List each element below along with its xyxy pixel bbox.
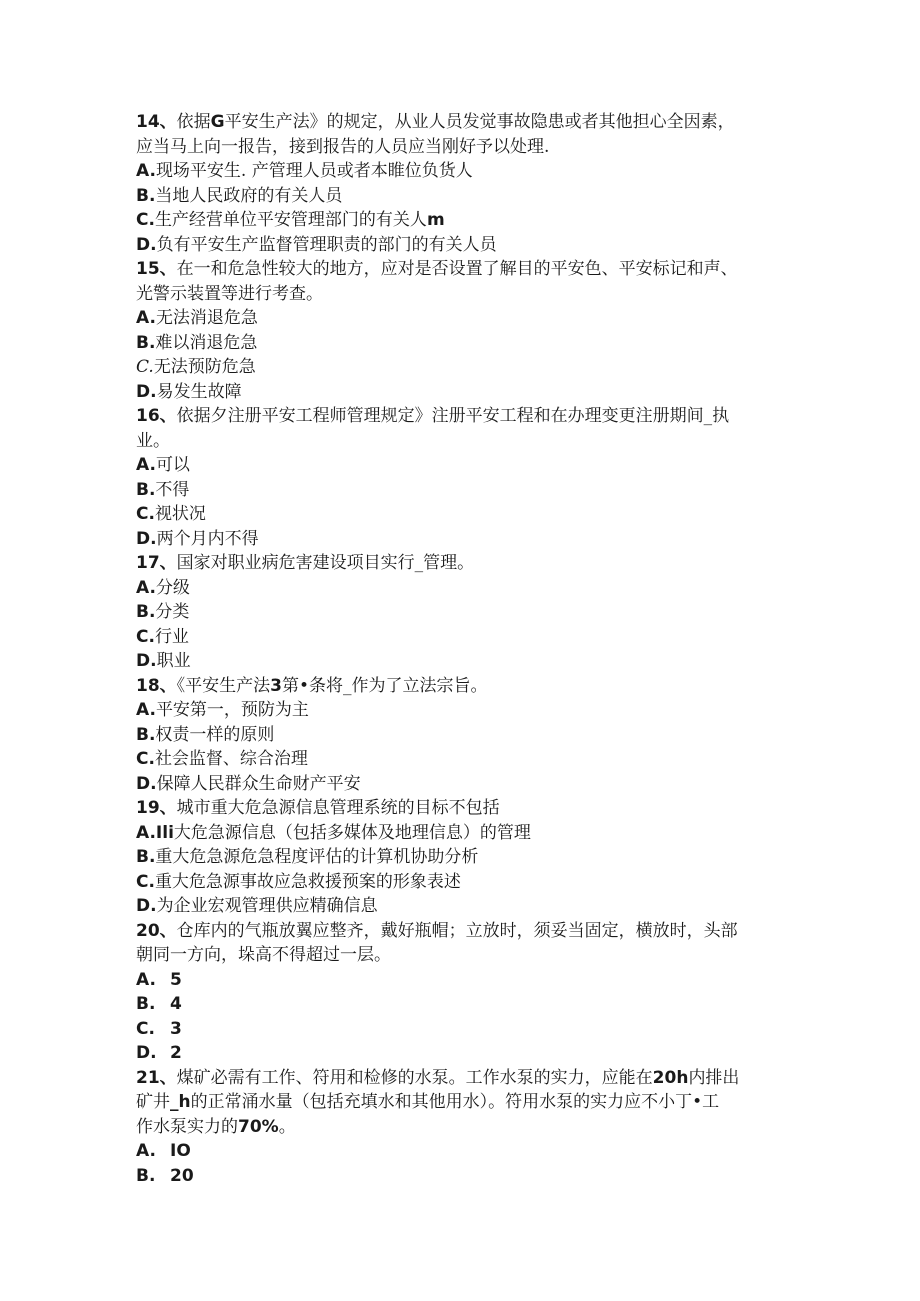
answer-option	[136, 306, 786, 331]
text-run: 光警示装置等进行考查。	[136, 283, 323, 304]
question-text-line	[136, 404, 786, 429]
answer-option	[136, 233, 786, 258]
answer-option	[136, 600, 786, 625]
answer-option	[136, 649, 786, 674]
option-letter: D.	[136, 1043, 157, 1063]
bold-text-run: A.	[136, 577, 156, 598]
bold-text-run: D.	[136, 651, 157, 671]
question-text-line	[136, 282, 786, 307]
answer-option	[136, 821, 786, 846]
text-run: 平安生产法》的规定，从业人员发觉事故隐患或者其他担心全因素，	[224, 112, 735, 132]
bold-text-run: D.	[136, 773, 157, 794]
bold-text-run: B.	[136, 602, 156, 622]
bold-text-run: 15、	[136, 259, 177, 279]
option-value: IO	[170, 1141, 191, 1161]
italic-text-run: C.	[136, 357, 154, 377]
bold-text-run: 20h	[652, 1067, 689, 1088]
bold-text-run: 19、	[136, 798, 177, 818]
question-text-line	[136, 1090, 786, 1115]
answer-option	[136, 968, 786, 993]
text-run: 的正常涌水量（包括充填水和其他用水）。符用水泵的实力应不小丁•工	[190, 1092, 720, 1112]
text-run: 重大危急源危急程度评估的计算机协助分析	[155, 847, 479, 867]
answer-option	[136, 184, 786, 209]
answer-option	[136, 502, 786, 527]
answer-option	[136, 1139, 786, 1164]
text-run: 国家对职业病危害建设项目实行_管理。	[176, 553, 475, 573]
text-run: 。	[278, 1116, 296, 1137]
question-block	[136, 796, 786, 919]
question-text-line	[136, 943, 786, 968]
answer-option	[136, 453, 786, 478]
bold-text-run: A.	[136, 308, 156, 328]
bold-text-run: D.	[136, 234, 157, 255]
text-run: 行业	[154, 626, 189, 647]
text-run: 城市重大危急源信息管理系统的目标不包括	[176, 798, 500, 818]
bold-text-run: B.	[136, 479, 156, 500]
text-run: 负有平安生产监督管理职责的部门的有关人员	[156, 234, 497, 255]
option-value: 4	[170, 994, 182, 1014]
text-run: 平安第一，预防为主	[155, 700, 309, 720]
question-text-line	[136, 1066, 786, 1091]
text-run: 作水泵实力的	[136, 1116, 238, 1137]
text-run: 第•条将_作为了立法宗旨。	[282, 675, 488, 696]
text-run: 分级	[155, 577, 190, 598]
answer-option	[136, 380, 786, 405]
text-run: 朝同一方向，垛高不得超过一层。	[136, 945, 391, 965]
text-run: 业。	[136, 430, 170, 451]
text-run: 依据	[176, 112, 211, 132]
text-run: 重大危急源事故应急救援预案的形象表述	[154, 871, 461, 892]
text-run: 保障人民群众生命财产平安	[156, 773, 361, 794]
bold-text-run: 20、	[136, 920, 177, 941]
option-value: 20	[170, 1165, 194, 1186]
text-run: 现场平安生. 产管理人员或者本睢位负货人	[155, 161, 473, 181]
text-run: 依据夕注册平安工程师管理规定》注册平安工程和在办理变更注册期间_执	[176, 406, 730, 426]
text-run: 社会监督、综合治理	[154, 749, 308, 769]
text-run: 难以消退危急	[155, 332, 258, 353]
text-run: 权责一样的原则	[155, 724, 275, 745]
answer-option	[136, 208, 786, 233]
answer-option	[136, 355, 786, 380]
bold-text-run: 21、	[136, 1067, 177, 1088]
bold-text-run: G	[210, 112, 225, 132]
text-run: 无法消退危急	[155, 308, 258, 328]
bold-text-run: A.	[136, 161, 156, 181]
text-run: 为企业宏观管理供应精确信息	[156, 896, 378, 916]
answer-option	[136, 870, 786, 895]
question-text-line	[136, 796, 786, 821]
text-run: 煤矿必需有工作、符用和检修的水泵。工作水泵的实力，应能在	[176, 1067, 653, 1088]
question-text-line	[136, 257, 786, 282]
bold-text-run: A.	[136, 700, 156, 720]
bold-text-run: C.	[136, 871, 155, 892]
text-run: 易发生故障	[156, 381, 242, 402]
bold-text-run: 18、	[136, 675, 177, 696]
text-run: 在一和危急性较大的地方，应对是否设置了解目的平安色、平安标记和声、	[176, 259, 738, 279]
answer-option	[136, 625, 786, 650]
option-letter: A.	[136, 969, 156, 990]
text-run: 可以	[155, 455, 190, 475]
option-value: 3	[170, 1018, 182, 1039]
document-page	[136, 110, 786, 1188]
text-run: 职业	[156, 651, 191, 671]
bold-text-run: 17、	[136, 553, 177, 573]
answer-option	[136, 747, 786, 772]
bold-text-run: m	[426, 210, 445, 230]
bold-text-run: B.	[136, 847, 156, 867]
bold-text-run: 70%	[238, 1116, 279, 1137]
question-text-line	[136, 1115, 786, 1140]
option-letter: B.	[136, 1165, 156, 1186]
answer-option	[136, 1164, 786, 1189]
option-value: 5	[170, 969, 182, 990]
bold-text-run: D.	[136, 528, 157, 549]
bold-text-run: 16、	[136, 406, 177, 426]
answer-option	[136, 992, 786, 1017]
answer-option	[136, 576, 786, 601]
option-letter: A.	[136, 1141, 156, 1161]
answer-option	[136, 478, 786, 503]
question-text-line	[136, 551, 786, 576]
text-run: 仓库内的气瓶放翼应整齐，戴好瓶帽；立放时，须妥当固定，横放时，头部	[176, 920, 738, 941]
answer-option	[136, 723, 786, 748]
answer-option	[136, 772, 786, 797]
text-run: 应当马上向一报告，接到报告的人员应当刚好予以处理.	[136, 136, 550, 157]
bold-text-run: A.Ili	[136, 822, 174, 843]
bold-text-run: 14、	[136, 112, 177, 132]
option-letter: C.	[136, 1018, 155, 1039]
bold-text-run: _h	[170, 1092, 191, 1112]
question-block	[136, 110, 786, 257]
option-value: 2	[170, 1043, 182, 1063]
bold-text-run: 3	[270, 675, 283, 696]
text-run: 矿井	[136, 1092, 170, 1112]
question-block	[136, 257, 786, 404]
question-block	[136, 404, 786, 551]
bold-text-run: C.	[136, 749, 155, 769]
text-run: 内排出	[688, 1067, 740, 1088]
answer-option	[136, 1041, 786, 1066]
answer-option	[136, 331, 786, 356]
question-block	[136, 674, 786, 797]
text-run: 不得	[155, 479, 190, 500]
bold-text-run: A.	[136, 455, 156, 475]
text-run: 无法预防危急	[153, 357, 256, 377]
bold-text-run: B.	[136, 332, 156, 353]
bold-text-run: B.	[136, 185, 156, 206]
question-block	[136, 919, 786, 1066]
answer-option	[136, 894, 786, 919]
answer-option	[136, 845, 786, 870]
answer-option	[136, 527, 786, 552]
text-run: 大危急源信息（包括多媒体及地理信息）的管理	[173, 822, 531, 843]
text-run: 生产经营单位平安管理部门的有关人	[154, 210, 427, 230]
text-run: 当地人民政府的有关人员	[155, 185, 343, 206]
question-text-line	[136, 429, 786, 454]
bold-text-run: D.	[136, 896, 157, 916]
question-text-line	[136, 674, 786, 699]
question-text-line	[136, 919, 786, 944]
bold-text-run: D.	[136, 381, 157, 402]
question-text-line	[136, 110, 786, 135]
text-run: 两个月内不得	[156, 528, 259, 549]
bold-text-run: C.	[136, 210, 155, 230]
question-block	[136, 551, 786, 674]
answer-option	[136, 159, 786, 184]
text-run: 《平安生产法	[176, 675, 271, 696]
option-letter: B.	[136, 994, 156, 1014]
bold-text-run: C.	[136, 626, 155, 647]
answer-option	[136, 1017, 786, 1042]
text-run: 分类	[155, 602, 190, 622]
question-text-line	[136, 135, 786, 160]
bold-text-run: B.	[136, 724, 156, 745]
text-run: 视状况	[154, 504, 206, 524]
question-block	[136, 1066, 786, 1189]
bold-text-run: C.	[136, 504, 155, 524]
answer-option	[136, 698, 786, 723]
